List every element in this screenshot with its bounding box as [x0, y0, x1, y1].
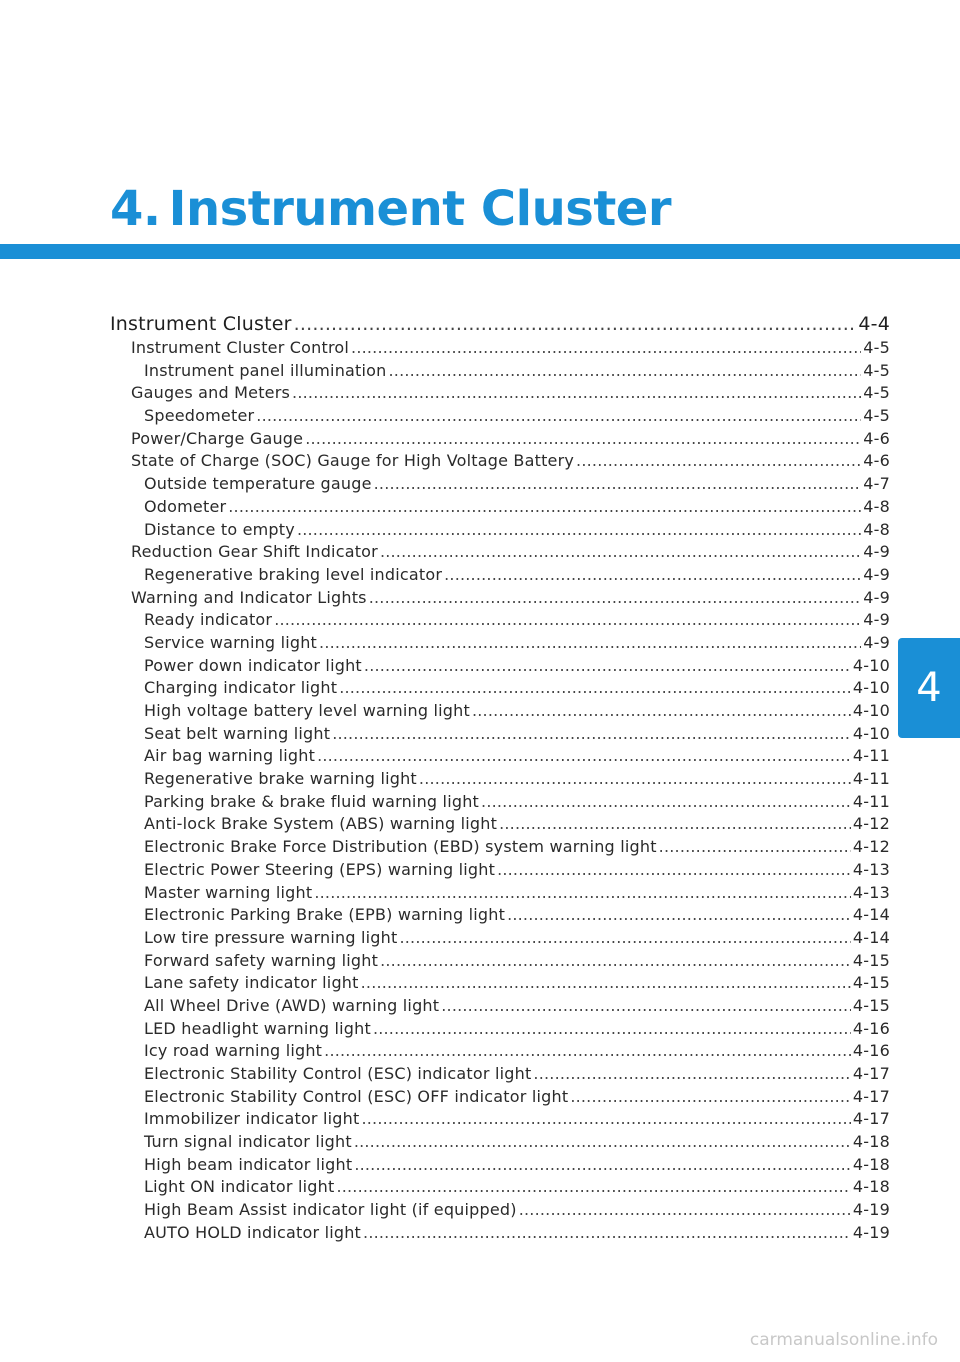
chapter-tab-label: 4	[916, 665, 942, 711]
toc-entry-page: 4-5	[863, 383, 890, 403]
toc-entry[interactable]	[110, 927, 890, 950]
toc-entry-title: Immobilizer indicator light	[144, 1109, 360, 1129]
toc-entry-page: 4-19	[852, 1222, 890, 1242]
toc-entry-title: Instrument Cluster	[110, 313, 292, 335]
toc-entry[interactable]	[110, 995, 890, 1018]
toc-entry-title: High voltage battery level warning light	[144, 701, 470, 720]
toc-dot-leader	[380, 541, 861, 564]
toc-entry-title: Power/Charge Gauge	[131, 428, 304, 448]
toc-entry[interactable]	[110, 904, 890, 927]
toc-dot-leader	[374, 473, 862, 496]
toc-entry-page: 4-17	[852, 1086, 890, 1106]
toc-entry[interactable]	[110, 1199, 890, 1222]
toc-entry[interactable]	[110, 337, 890, 360]
toc-entry[interactable]	[110, 382, 890, 405]
toc-entry-page: 4-5	[863, 338, 890, 357]
toc-dot-leader	[576, 450, 861, 473]
toc-entry-page: 4-13	[852, 882, 890, 902]
toc-entry-title: Power down indicator light	[144, 655, 362, 675]
toc-entry-page: 4-9	[863, 587, 890, 607]
toc-dot-leader	[659, 836, 851, 859]
toc-entry-page: 4-14	[852, 927, 890, 947]
toc-entry-page: 4-5	[863, 360, 890, 380]
toc-entry-page: 4-11	[852, 746, 890, 766]
toc-entry-title: Seat belt warning light	[144, 723, 331, 743]
toc-dot-leader	[389, 360, 862, 383]
toc-entry-title: Speedometer	[144, 406, 255, 426]
toc-entry-title: Parking brake & brake fluid warning light	[144, 791, 480, 811]
toc-entry[interactable]	[110, 700, 890, 723]
toc-entry[interactable]	[110, 564, 890, 587]
chapter-tab[interactable]	[898, 638, 960, 738]
toc-entry-page: 4-8	[863, 496, 890, 516]
toc-entry-page: 4-6	[863, 428, 890, 448]
chapter-number: 4.	[110, 181, 161, 237]
toc-dot-leader	[481, 791, 851, 814]
toc-dot-leader	[441, 995, 851, 1018]
toc-dot-leader	[444, 564, 861, 587]
toc-entry-title: Warning and Indicator Lights	[131, 587, 367, 607]
toc-entry-title: Master warning light	[144, 882, 313, 902]
toc-entry-page: 4-7	[863, 474, 890, 494]
toc-entry-title: Reduction Gear Shift Indicator	[131, 542, 378, 562]
toc-dot-leader	[339, 677, 851, 700]
toc-entry-page: 4-6	[863, 451, 890, 471]
toc-entry[interactable]	[110, 655, 890, 678]
toc-dot-leader	[351, 337, 861, 360]
toc-entry-title: Forward safety warning light	[144, 950, 379, 970]
toc-entry-title: Electric Power Steering (EPS) warning light	[144, 859, 496, 879]
toc-entry[interactable]	[110, 360, 890, 383]
toc-entry-title: Icy road warning light	[144, 1041, 323, 1061]
toc-entry-page: 4-18	[852, 1154, 890, 1174]
toc-entry[interactable]	[110, 859, 890, 882]
toc-entry-title: Air bag warning light	[144, 746, 316, 766]
toc-dot-leader	[369, 587, 862, 610]
toc-entry-page: 4-10	[852, 723, 890, 743]
toc-entry-title: Outside temperature gauge	[144, 474, 372, 494]
toc-entry[interactable]	[110, 723, 890, 746]
toc-entry-page: 4-13	[852, 859, 890, 879]
toc-entry-title: Electronic Brake Force Distribution (EBD) system warning light	[144, 837, 657, 857]
toc-entry-title: Electronic Parking Brake (EPB) warning light	[144, 905, 506, 925]
toc-entry-page: 4-10	[852, 678, 890, 698]
toc-entry-page: 4-14	[852, 905, 890, 925]
toc-entry[interactable]	[110, 609, 890, 632]
toc-entry-page: 4-16	[852, 1041, 890, 1061]
toc-entry[interactable]	[110, 428, 890, 451]
toc-dot-leader	[305, 428, 861, 451]
toc-entry-title: Regenerative brake warning light	[144, 769, 417, 789]
toc-entry-page: 4-15	[852, 950, 890, 970]
chapter-title-bar	[0, 244, 960, 259]
toc-dot-leader	[497, 859, 851, 882]
toc-dot-leader	[399, 927, 850, 950]
toc-dot-leader	[274, 609, 861, 632]
toc-entry[interactable]	[110, 632, 890, 655]
toc-entry[interactable]	[110, 1176, 890, 1199]
toc-entry-title: Charging indicator light	[144, 678, 338, 698]
toc-entry-page: 4-15	[852, 995, 890, 1015]
toc-dot-leader	[228, 496, 861, 519]
toc-entry-title: Instrument panel illumination	[144, 360, 387, 380]
toc-entry[interactable]	[110, 950, 890, 973]
toc-dot-leader	[364, 655, 851, 678]
toc-entry[interactable]	[110, 882, 890, 905]
toc-dot-leader	[314, 882, 851, 905]
toc-entry[interactable]	[110, 1154, 890, 1177]
toc-dot-leader	[324, 1040, 851, 1063]
toc-entry[interactable]	[110, 791, 890, 814]
toc-entry-page: 4-18	[852, 1177, 890, 1197]
toc-entry[interactable]	[110, 587, 890, 610]
chapter-title	[110, 178, 671, 240]
toc-dot-leader	[354, 1131, 851, 1154]
toc-entry[interactable]	[110, 473, 890, 496]
toc-dot-leader	[361, 972, 851, 995]
toc-dot-leader	[419, 768, 851, 791]
toc-entry-title: Odometer	[144, 496, 227, 516]
toc-entry-page: 4-12	[852, 814, 890, 834]
toc-entry-title: Distance to empty	[144, 519, 295, 539]
toc-entry-page: 4-15	[852, 973, 890, 993]
toc-entry[interactable]	[110, 519, 890, 542]
toc-entry[interactable]	[110, 1108, 890, 1131]
toc-entry-title: High beam indicator light	[144, 1154, 353, 1174]
toc-entry-title: LED headlight warning light	[144, 1018, 371, 1038]
toc-entry[interactable]	[110, 312, 890, 337]
toc-entry-page: 4-10	[852, 655, 890, 675]
toc-entry-title: Light ON indicator light	[144, 1177, 335, 1197]
toc-entry-page: 4-11	[852, 769, 890, 789]
toc-entry-page: 4-17	[852, 1109, 890, 1129]
toc-entry-page: 4-17	[852, 1064, 890, 1083]
toc-entry-title: Electronic Stability Control (ESC) OFF indicator light	[144, 1086, 569, 1106]
toc-entry-title: Electronic Stability Control (ESC) indicator light	[144, 1064, 532, 1083]
toc-entry-title: State of Charge (SOC) Gauge for High Voltage Battery	[131, 451, 575, 471]
toc-entry[interactable]	[110, 768, 890, 791]
toc-dot-leader	[507, 904, 851, 927]
chapter-name: Instrument Cluster	[168, 181, 672, 237]
toc-entry-title: Anti-lock Brake System (ABS) warning light	[144, 814, 498, 834]
toc-entry[interactable]	[110, 405, 890, 428]
toc-dot-leader	[472, 700, 851, 723]
toc-entry[interactable]	[110, 1131, 890, 1154]
toc-entry[interactable]	[110, 677, 890, 700]
toc-entry-page: 4-18	[852, 1132, 890, 1152]
toc-dot-leader	[354, 1154, 851, 1177]
toc-entry-page: 4-9	[863, 542, 890, 562]
toc-entry-title: AUTO HOLD indicator light	[144, 1222, 362, 1242]
toc-entry[interactable]	[110, 1222, 890, 1245]
toc-entry[interactable]	[110, 1063, 890, 1086]
toc-entry-title: Ready indicator	[144, 610, 273, 630]
toc-entry-page: 4-4	[858, 313, 890, 335]
toc-entry-title: Service warning light	[144, 632, 318, 652]
toc-entry-title: All Wheel Drive (AWD) warning light	[144, 995, 440, 1015]
toc-entry-page: 4-16	[852, 1018, 890, 1038]
toc-entry-page: 4-8	[863, 519, 890, 539]
toc-entry[interactable]	[110, 541, 890, 564]
toc-dot-leader	[297, 519, 861, 542]
toc-entry[interactable]	[110, 836, 890, 859]
toc-dot-leader	[319, 632, 861, 655]
toc-entry[interactable]	[110, 1086, 890, 1109]
toc-dot-leader	[336, 1176, 850, 1199]
toc-dot-leader	[361, 1108, 850, 1131]
table-of-contents	[110, 312, 890, 1245]
toc-dot-leader	[292, 382, 861, 405]
toc-dot-leader	[533, 1063, 850, 1086]
toc-dot-leader	[256, 405, 861, 428]
toc-dot-leader	[519, 1199, 851, 1222]
toc-entry-page: 4-11	[852, 791, 890, 811]
toc-entry-title: Lane safety indicator light	[144, 973, 359, 993]
toc-entry-page: 4-19	[852, 1200, 890, 1220]
toc-entry-title: Regenerative braking level indicator	[144, 564, 443, 584]
toc-entry[interactable]	[110, 972, 890, 995]
toc-entry-page: 4-9	[863, 564, 890, 584]
toc-entry-title: Gauges and Meters	[131, 383, 291, 403]
toc-entry-page: 4-9	[863, 610, 890, 630]
toc-entry-title: Instrument Cluster Control	[131, 338, 350, 357]
toc-entry-page: 4-5	[863, 406, 890, 426]
toc-entry[interactable]	[110, 1018, 890, 1041]
toc-entry[interactable]	[110, 1040, 890, 1063]
toc-entry[interactable]	[110, 813, 890, 836]
toc-dot-leader	[363, 1222, 851, 1245]
toc-entry-title: High Beam Assist indicator light (if equipped)	[144, 1200, 517, 1220]
toc-entry[interactable]	[110, 496, 890, 519]
toc-dot-leader	[317, 745, 851, 768]
toc-entry-title: Turn signal indicator light	[144, 1132, 352, 1152]
toc-dot-leader	[294, 312, 857, 337]
toc-entry-page: 4-10	[852, 701, 890, 720]
toc-entry-page: 4-9	[863, 632, 890, 652]
toc-entry[interactable]	[110, 450, 890, 473]
toc-dot-leader	[332, 723, 851, 746]
toc-entry[interactable]	[110, 745, 890, 768]
toc-entry-page: 4-12	[852, 837, 890, 857]
toc-entry-title: Low tire pressure warning light	[144, 927, 398, 947]
toc-dot-leader	[570, 1086, 851, 1109]
toc-dot-leader	[499, 813, 851, 836]
watermark: carmanualsonline.info	[749, 1330, 938, 1350]
toc-dot-leader	[380, 950, 851, 973]
toc-dot-leader	[373, 1018, 851, 1041]
